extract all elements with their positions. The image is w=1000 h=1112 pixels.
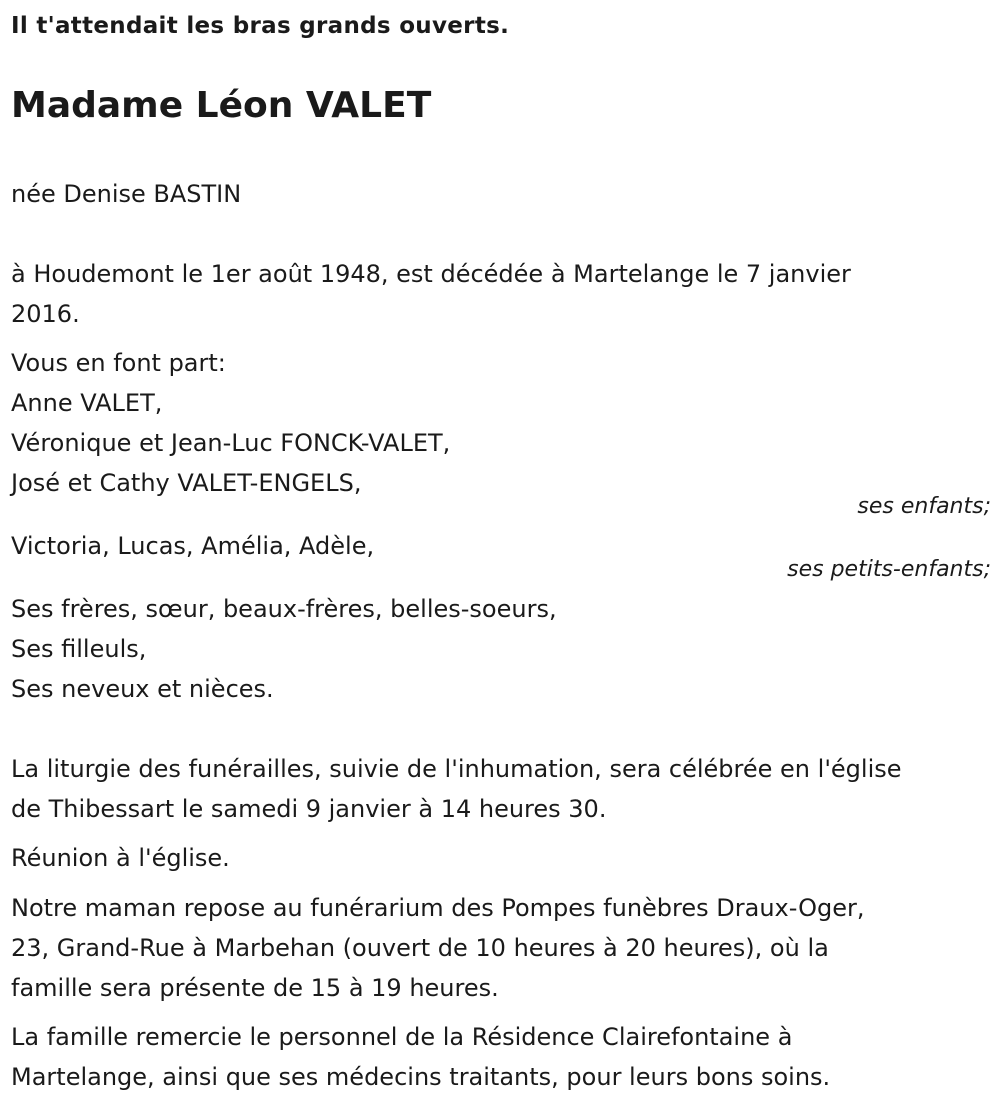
grandchildren-label: ses petits-enfants; <box>787 557 991 582</box>
thanks-line-1: La famille remercie le personnel de la Résidence Clairefontaine à <box>11 1023 793 1051</box>
birth-death-line-2: 2016. <box>11 300 80 328</box>
meeting-note: Réunion à l'église. <box>11 844 230 872</box>
child-name: Anne VALET, <box>11 389 163 417</box>
deceased-name: Madame Léon VALET <box>11 85 432 126</box>
funeral-home-line-1: Notre maman repose au funérarium des Pompes funèbres Draux-Oger, <box>11 894 865 922</box>
thanks-line-2: Martelange, ainsi que ses médecins traitants, pour leurs bons soins. <box>11 1063 831 1091</box>
relatives-line: Ses neveux et nièces. <box>11 675 274 703</box>
child-name: Véronique et Jean-Luc FONCK-VALET, <box>11 429 451 457</box>
funeral-home-line-2: 23, Grand-Rue à Marbehan (ouvert de 10 heures à 20 heures), où la <box>11 934 829 962</box>
grandchildren-names: Victoria, Lucas, Amélia, Adèle, <box>11 532 375 560</box>
liturgy-line-1: La liturgie des funérailles, suivie de l'inhumation, sera célébrée en l'église <box>11 755 902 783</box>
children-label: ses enfants; <box>857 494 991 519</box>
epigraph: Il t'attendait les bras grands ouverts. <box>11 13 510 39</box>
liturgy-line-2: de Thibessart le samedi 9 janvier à 14 heures 30. <box>11 795 607 823</box>
child-name: José et Cathy VALET-ENGELS, <box>11 469 362 497</box>
relatives-line: Ses frères, sœur, beaux-frères, belles-soeurs, <box>11 595 557 623</box>
family-intro: Vous en font part: <box>11 349 226 377</box>
maiden-name: née Denise BASTIN <box>11 180 242 208</box>
birth-death-line-1: à Houdemont le 1er août 1948, est décédée à Martelange le 7 janvier <box>11 260 851 288</box>
relatives-line: Ses filleuls, <box>11 635 147 663</box>
funeral-home-line-3: famille sera présente de 15 à 19 heures. <box>11 974 499 1002</box>
